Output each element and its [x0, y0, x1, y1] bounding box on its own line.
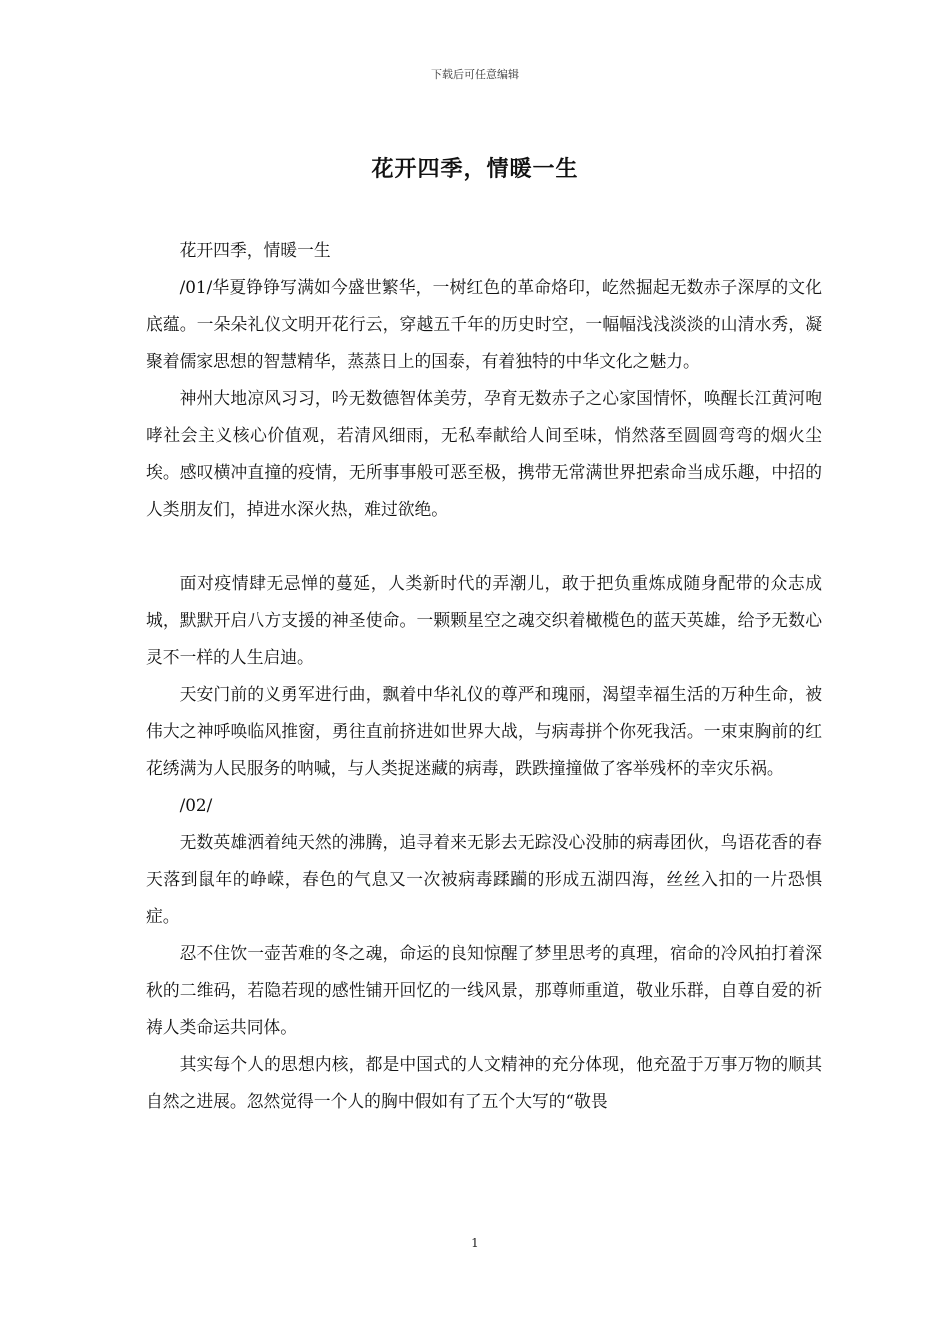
document-title: 花开四季，情暖一生 [371, 157, 579, 182]
paragraph-subtitle: 花开四季，情暖一生 [179, 240, 331, 260]
header-note: 下载后可任意编辑 [431, 68, 519, 81]
paragraph: 面对疫情肆无忌惮的蔓延，人类新时代的弄潮儿，敢于把负重炼成随身配带的众志成城，默默开启八方支援的神圣使命。一颗颗星空之魂交织着橄榄色的蓝天英雄，给予无数心灵不一样的人生启迪。 [146, 573, 822, 667]
paragraph: /01/华夏铮铮写满如今盛世繁华，一树红色的革命烙印，屹然掘起无数赤子深厚的文化底蕴。一朵朵礼仪文明开花行云，穿越五千年的历史时空，一幅幅浅浅淡淡的山清水秀，凝聚着儒家思想的智慧精华，蒸蒸日上的国泰，有着独特的中华文化之魅力。 [146, 277, 822, 371]
section-marker: /02/ [179, 795, 213, 815]
paragraph: 其实每个人的思想内核，都是中国式的人文精神的充分体现，他充盈于万事万物的顺其自然之进展。忽然觉得一个人的胸中假如有了五个大写的“敬畏 [146, 1054, 822, 1111]
paragraph: 忍不住饮一壶苦难的冬之魂，命运的良知惊醒了梦里思考的真理，宿命的冷风拍打着深秋的二维码，若隐若现的感性铺开回忆的一线风景，那尊师重道，敬业乐群，自尊自爱的祈祷人类命运共同体。 [146, 943, 822, 1037]
document-body [146, 232, 822, 1120]
paragraph: 无数英雄洒着纯天然的沸腾，追寻着来无影去无踪没心没肺的病毒团伙，鸟语花香的春天落到鼠年的峥嵘，春色的气息又一次被病毒蹂躏的形成五湖四海，丝丝入扣的一片恐惧症。 [146, 832, 822, 926]
paragraph: 天安门前的义勇军进行曲，飘着中华礼仪的尊严和瑰丽，渴望幸福生活的万种生命，被伟大之神呼唤临风推窗，勇往直前挤进如世界大战，与病毒拼个你死我活。一束束胸前的红花绣满为人民服务的呐喊，与人类捉迷藏的病毒，跌跌撞撞做了客举残杯的幸灾乐祸。 [146, 684, 822, 778]
page-number: 1 [471, 1236, 479, 1250]
paragraph: 神州大地凉风习习，吟无数德智体美劳，孕育无数赤子之心家国情怀，唤醒长江黄河咆哮社会主义核心价值观，若清风细雨，无私奉献给人间至味，悄然落至圆圆弯弯的烟火尘埃。感叹横冲直撞的疫情，无所事事般可恶至极，携带无常满世界把索命当成乐趣，中招的人类朋友们，掉进水深火热，难过欲绝。 [146, 388, 822, 519]
